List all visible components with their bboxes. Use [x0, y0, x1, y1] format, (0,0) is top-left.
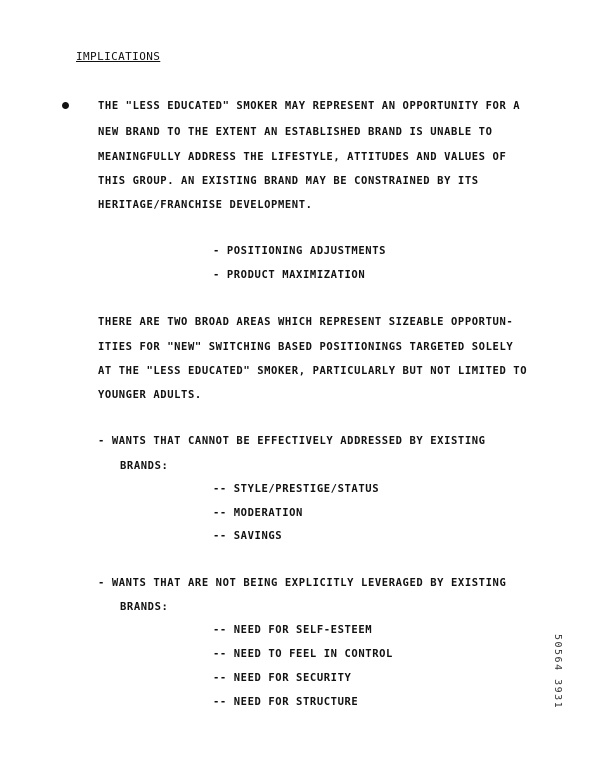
section-heading: IMPLICATIONS — [76, 50, 161, 63]
paragraph1-line: NEW BRAND TO THE EXTENT AN ESTABLISHED BRAND IS UNABLE TO — [98, 126, 493, 138]
paragraph1-line: THE "LESS EDUCATED" SMOKER MAY REPRESENT AN OPPORTUNITY FOR A — [98, 100, 521, 112]
sub-point: - PRODUCT MAXIMIZATION — [213, 269, 366, 281]
area1-item: -- STYLE/PRESTIGE/STATUS — [213, 483, 380, 495]
area2-heading-line: - WANTS THAT ARE NOT BEING EXPLICITLY LEVERAGED BY EXISTING — [98, 577, 507, 589]
paragraph2-line: ITIES FOR "NEW" SWITCHING BASED POSITIONINGS TARGETED SOLELY — [98, 341, 514, 353]
paragraph2-line: YOUNGER ADULTS. — [98, 389, 202, 401]
paragraph1-line: HERITAGE/FRANCHISE DEVELOPMENT. — [98, 199, 313, 211]
document-code: 50564 3931 — [552, 634, 563, 710]
paragraph2-line: AT THE "LESS EDUCATED" SMOKER, PARTICULARLY BUT NOT LIMITED TO — [98, 365, 528, 377]
area1-heading-line: - WANTS THAT CANNOT BE EFFECTIVELY ADDRESSED BY EXISTING — [98, 435, 486, 447]
area1-item: -- MODERATION — [213, 507, 303, 519]
area2-item: -- NEED FOR SECURITY — [213, 672, 352, 684]
area2-item: -- NEED FOR SELF-ESTEEM — [213, 624, 373, 636]
paragraph1-line: THIS GROUP. AN EXISTING BRAND MAY BE CONSTRAINED BY ITS — [98, 175, 479, 187]
area2-item: -- NEED TO FEEL IN CONTROL — [213, 648, 393, 660]
paragraph1-line: MEANINGFULLY ADDRESS THE LIFESTYLE, ATTITUDES AND VALUES OF — [98, 151, 507, 163]
area1-heading-line: BRANDS: — [120, 460, 169, 472]
paragraph2-line: THERE ARE TWO BROAD AREAS WHICH REPRESENT SIZEABLE OPPORTUN- — [98, 316, 514, 328]
area2-item: -- NEED FOR STRUCTURE — [213, 696, 359, 708]
bullet-icon — [62, 102, 69, 109]
sub-point: - POSITIONING ADJUSTMENTS — [213, 245, 387, 257]
area1-item: -- SAVINGS — [213, 530, 283, 542]
area2-heading-line: BRANDS: — [120, 601, 169, 613]
